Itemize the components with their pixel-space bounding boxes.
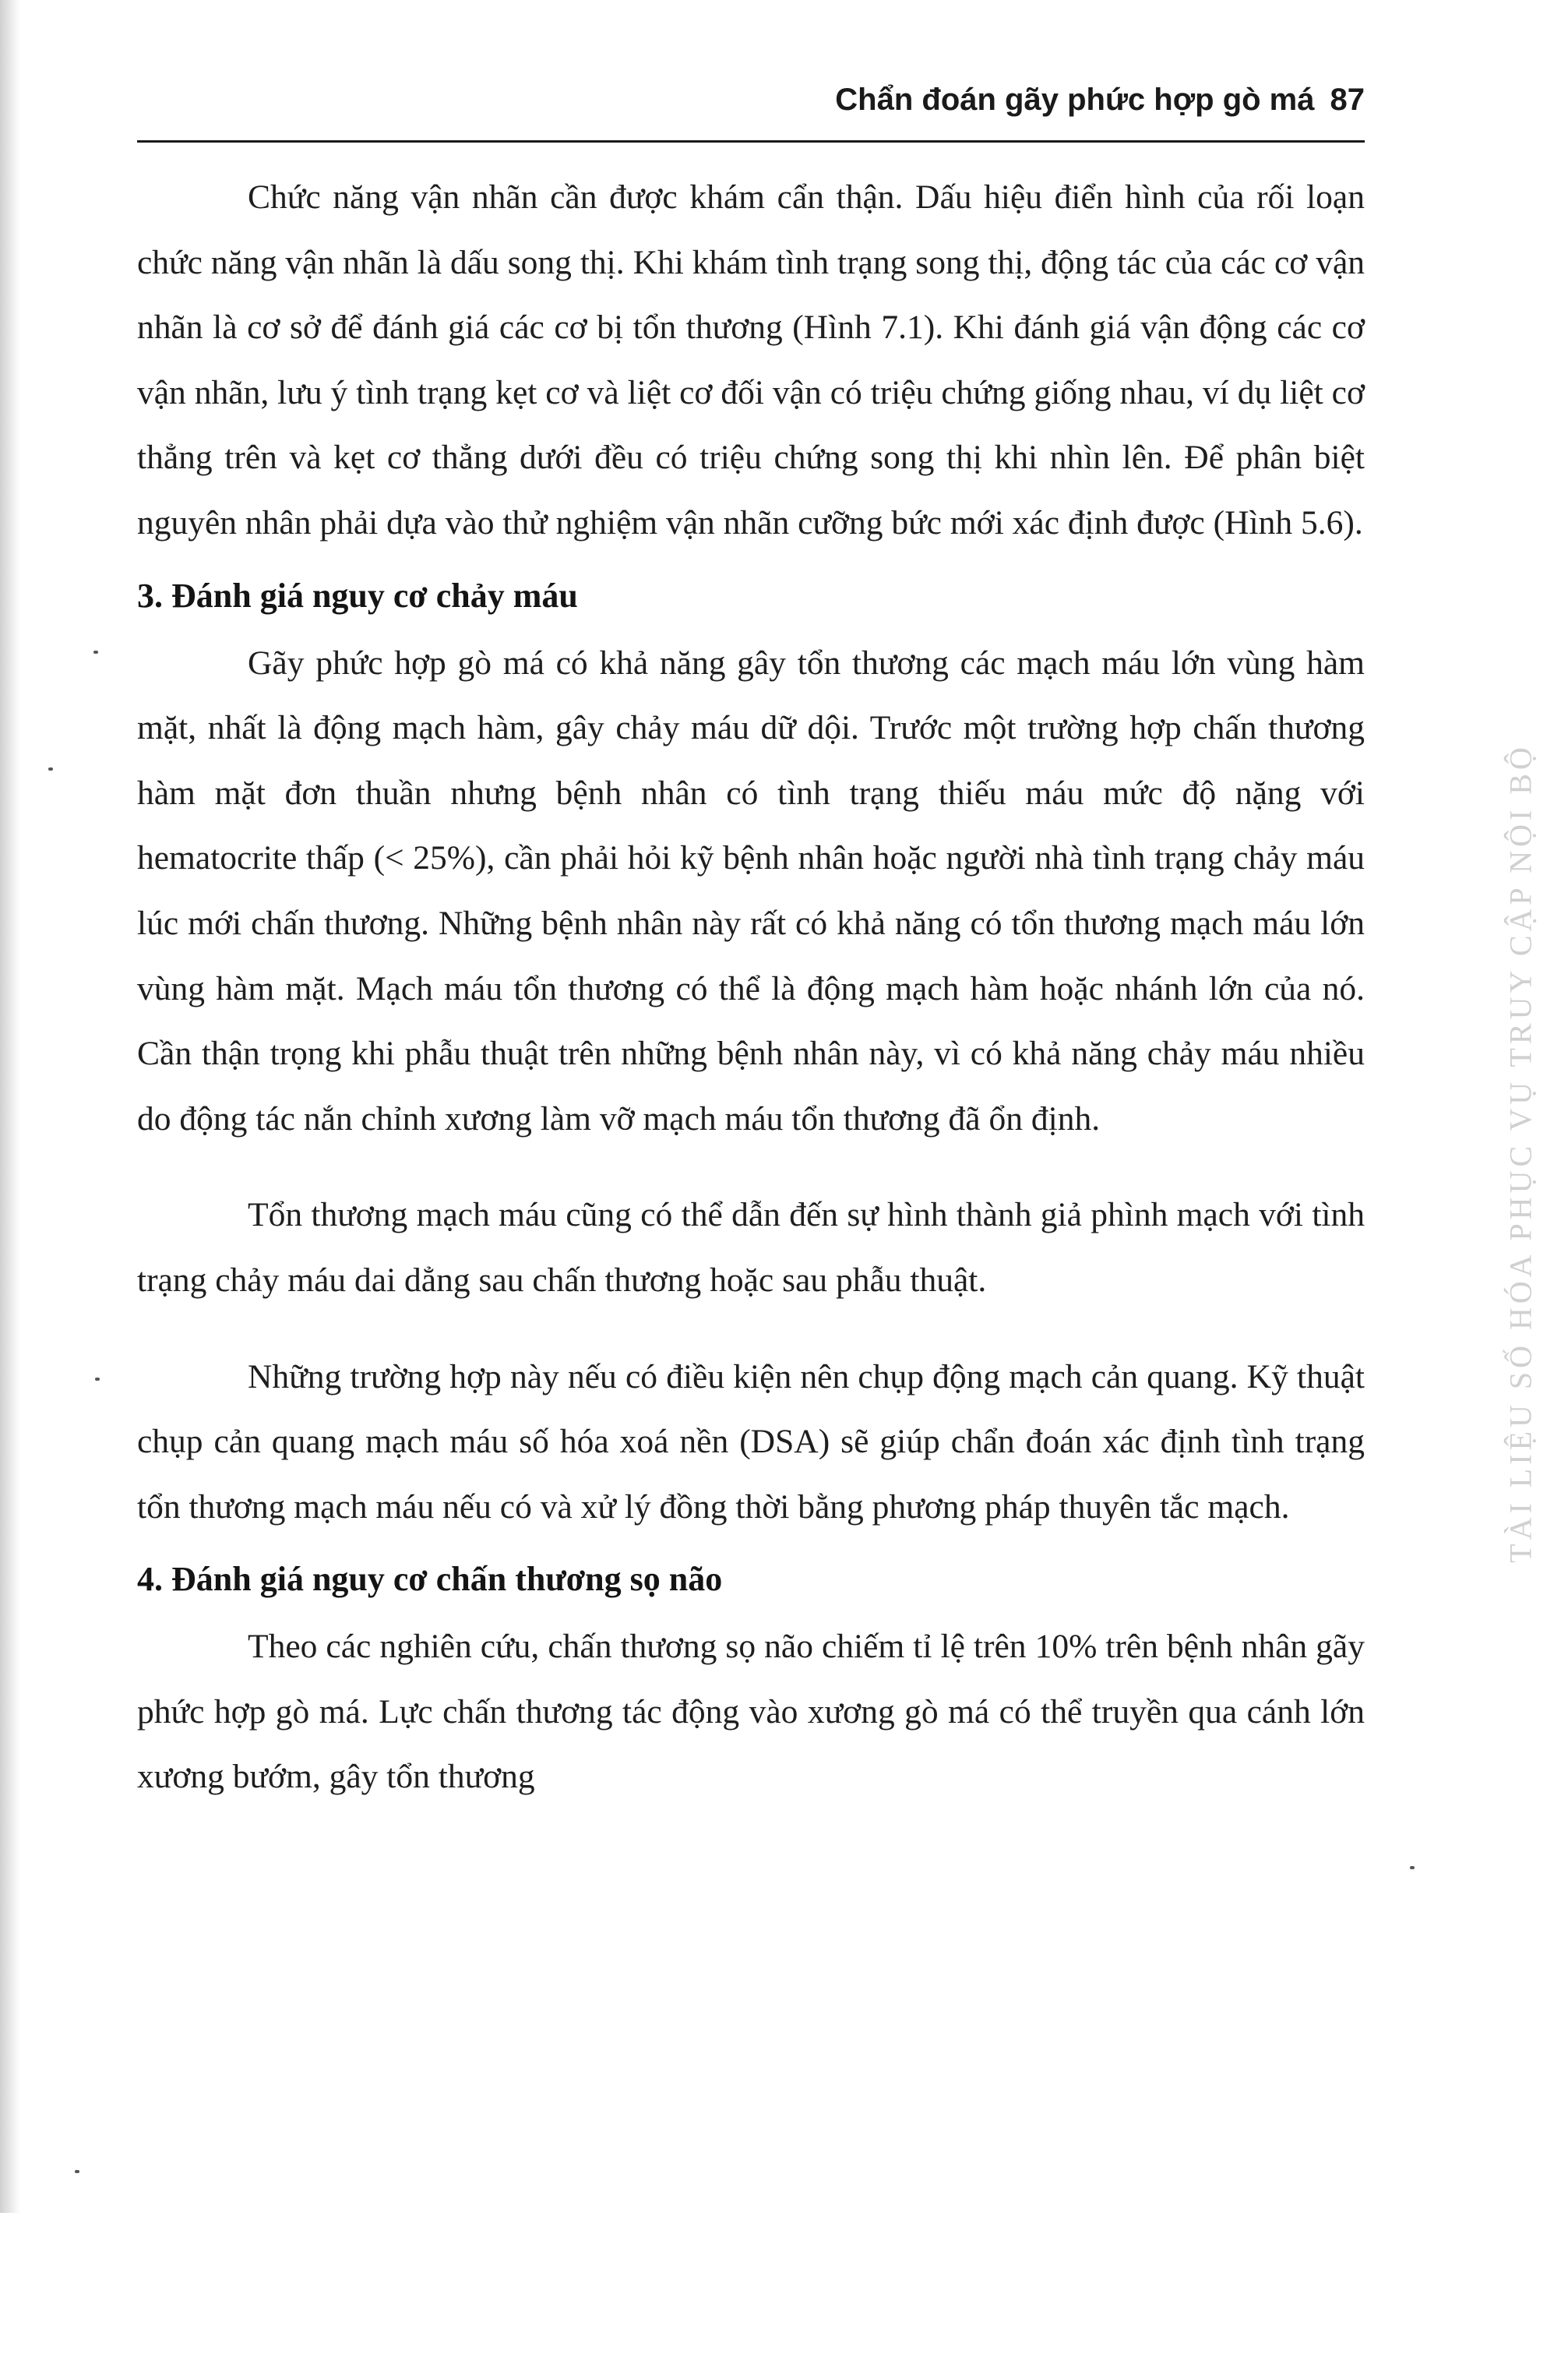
section-heading-brain-injury-risk: 4. Đánh giá nguy cơ chấn thương sọ não bbox=[137, 1560, 723, 1599]
vertical-watermark: TÀI LIỆU SỐ HÓA PHỤC VỤ TRUY CẬP NỘI BỘ bbox=[1503, 743, 1538, 1563]
scan-speck bbox=[48, 767, 53, 771]
page-body bbox=[137, 165, 1365, 1810]
running-title bbox=[835, 83, 1365, 118]
page-header bbox=[137, 78, 1365, 143]
paragraph-eye-movement: Chức năng vận nhãn cần được khám cẩn thận. Dấu hiệu điển hình của rối loạn chức năng vận nhãn là dấu song thị. Khi khám tình trạng song thị, động tác của các cơ vận nhãn là cơ sở để đánh giá các cơ bị tổn thương (Hình 7.1). Khi đánh giá vận động các cơ vận nhãn, lưu ý tình trạng kẹt cơ và liệt cơ đối vận có triệu chứng giống nhau, ví dụ liệt cơ thẳng trên và kẹt cơ thẳng dưới đều có triệu chứng song thị khi nhìn lên. Để phân biệt nguyên nhân phải dựa vào thử nghiệm vận nhãn cưỡng bức mới xác định được (Hình 5.6). bbox=[137, 178, 1365, 542]
scan-speck bbox=[95, 1378, 100, 1381]
paragraph-angiography: Những trường hợp này nếu có điều kiện nên chụp động mạch cản quang. Kỹ thuật chụp cản quang mạch máu số hóa xoá nền (DSA) sẽ giúp chẩn đoán xác định tình trạng tổn thương mạch máu nếu có và xử lý đồng thời bằng phương pháp thuyên tắc mạch. bbox=[137, 1357, 1365, 1526]
paragraph-bleeding-risk: Gãy phức hợp gò má có khả năng gây tổn thương các mạch máu lớn vùng hàm mặt, nhất là động mạch hàm, gây chảy máu dữ dội. Trước một trường hợp chấn thương hàm mặt đơn thuần nhưng bệnh nhân có tình trạng thiếu máu mức độ nặng với hematocrite thấp (< 25%), cần phải hỏi kỹ bệnh nhân hoặc người nhà tình trạng chảy máu lúc mới chấn thương. Những bệnh nhân này rất có khả năng có tổn thương mạch máu lớn vùng hàm mặt. Mạch máu tổn thương có thể là động mạch hàm hoặc nhánh lớn của nó. Cần thận trọng khi phẫu thuật trên những bệnh nhân này, vì có khả năng chảy máu nhiều do động tác nắn chỉnh xương làm vỡ mạch máu tổn thương đã ổn định. bbox=[137, 644, 1365, 1138]
page-number: 87 bbox=[1330, 83, 1365, 117]
scan-speck bbox=[93, 651, 98, 654]
section-heading-bleeding-risk: 3. Đánh giá nguy cơ chảy máu bbox=[137, 576, 578, 615]
running-title-text: Chẩn đoán gãy phức hợp gò má bbox=[835, 83, 1315, 117]
paragraph-pseudoaneurysm: Tổn thương mạch máu cũng có thể dẫn đến sự hình thành giả phình mạch với tình trạng chảy máu dai dẳng sau chấn thương hoặc sau phẫu thuật. bbox=[137, 1196, 1365, 1299]
paragraph-brain-injury: Theo các nghiên cứu, chấn thương sọ não chiếm tỉ lệ trên 10% trên bệnh nhân gãy phức hợp gò má. Lực chấn thương tác động vào xương gò má có thể truyền qua cánh lớn xương bướm, gây tổn thương bbox=[137, 1628, 1365, 1796]
scan-speck bbox=[1410, 1866, 1415, 1869]
scan-speck bbox=[75, 2170, 79, 2173]
scan-left-edge bbox=[0, 0, 20, 2213]
